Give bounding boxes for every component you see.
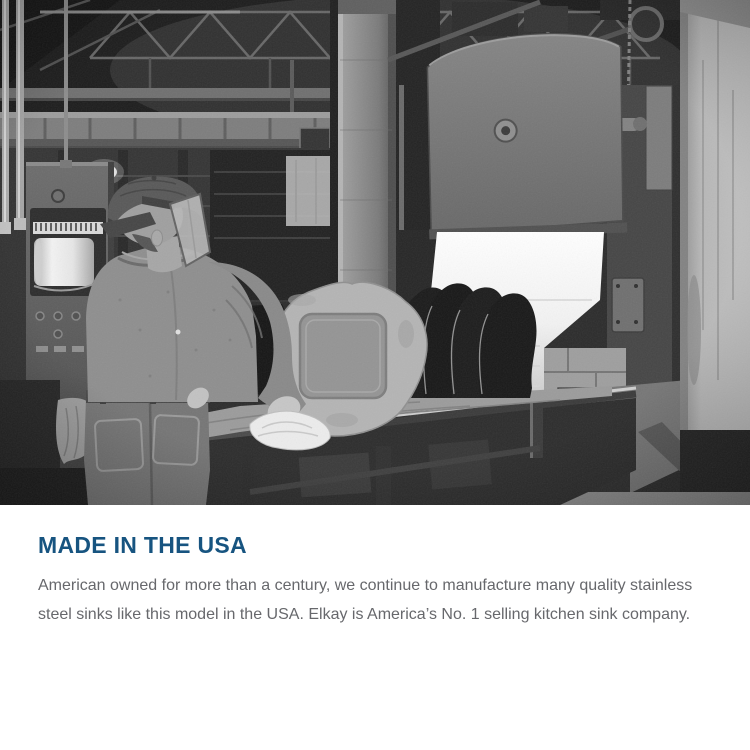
marketing-copy: [38, 571, 692, 629]
logo-row: [0, 640, 750, 730]
made-in-usa-heading: MADE IN THE USA: [38, 532, 247, 558]
copy-line-2: steel sinks like this model in the USA. Elkay is America’s No. 1 selling kitchen sink company.: [38, 606, 691, 623]
copy-line-1: American owned for more than a century, we continue to manufacture many quality stainless: [38, 577, 693, 594]
